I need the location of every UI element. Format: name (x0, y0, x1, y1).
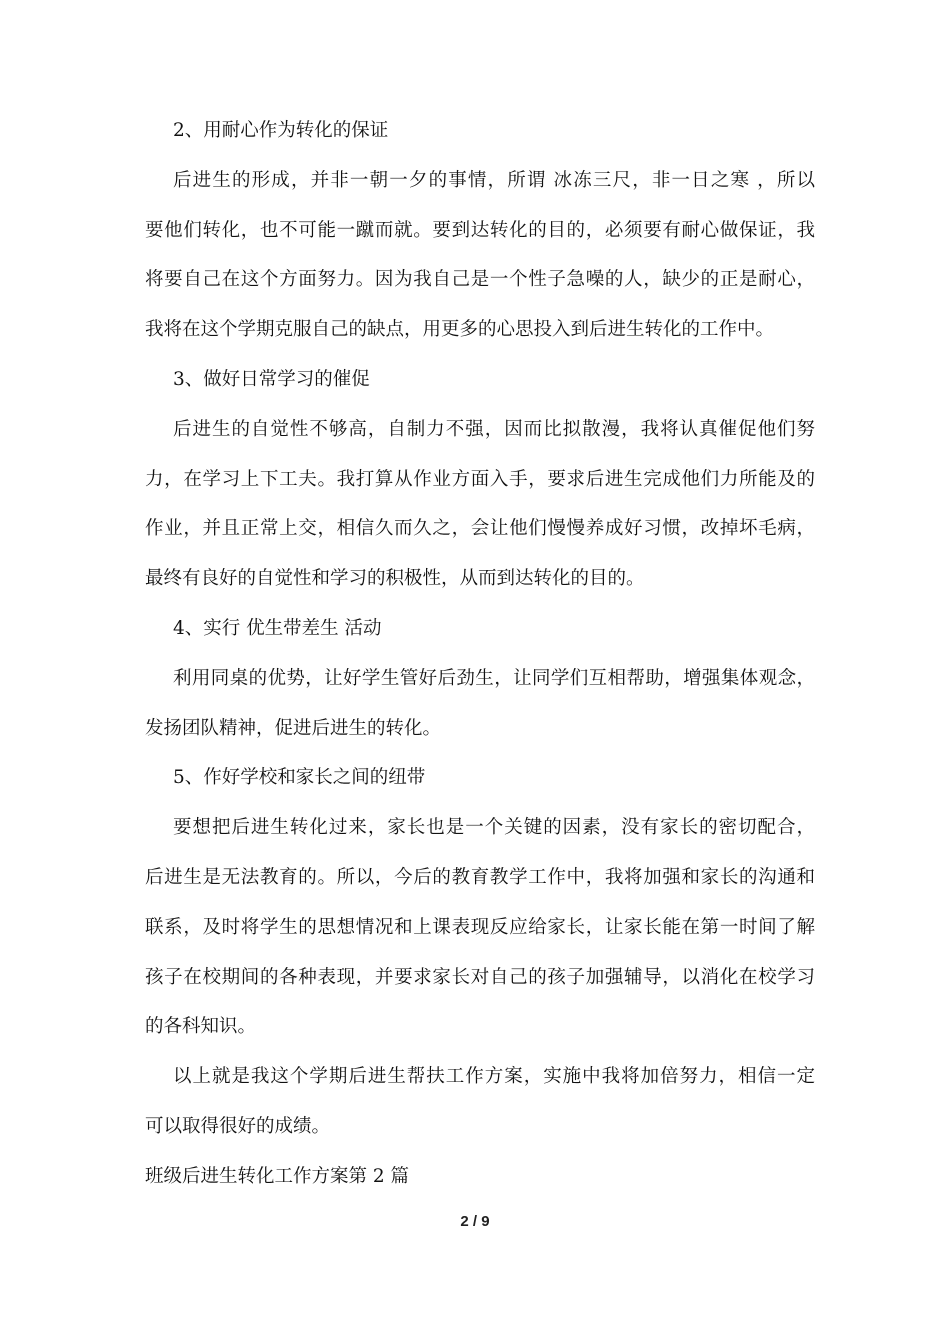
paragraph-line: 以上就是我这个学期后进生帮扶工作方案，实施中我将加倍努力，相信一定 (173, 1066, 815, 1088)
paragraph-line: 利用同桌的优势，让好学生管好后劲生，让同学们互相帮助，增强集体观念， (173, 667, 815, 689)
section-heading-patience: 2、用耐心作为转化的保证 (173, 120, 389, 141)
paragraph-line: 将要自己在这个方面努力。因为我自己是一个性子急噪的人，缺少的正是耐心， (145, 269, 815, 291)
paragraph-line: 联系，及时将学生的思想情况和上课表现反应给家长，让家长能在第一时间了解 (145, 916, 815, 938)
paragraph-line: 孩子在校期间的各种表现，并要求家长对自己的孩子加强辅导，以消化在校学习 (145, 966, 815, 988)
paragraph-line: 作业，并且正常上交，相信久而久之，会让他们慢慢养成好习惯，改掉坏毛病， (145, 518, 815, 540)
paragraph-line: 后进生的形成，并非一朝一夕的事情，所谓 冰冻三尺，非一日之寒 ，所以 (173, 169, 815, 191)
section-heading-peer-help: 4、实行 优生带差生 活动 (173, 617, 382, 639)
document-body (145, 106, 815, 1202)
paragraph-line: 可以取得很好的成绩。 (145, 1115, 331, 1137)
paragraph-line: 发扬团队精神，促进后进生的转化。 (145, 717, 442, 739)
paragraph-line: 的各科知识。 (145, 1016, 257, 1038)
paragraph-line: 后进生的自觉性不够高，自制力不强，因而比拟散漫，我将认真催促他们努 (173, 418, 815, 440)
page-number: 2 / 9 (460, 1213, 490, 1230)
paragraph-line: 我将在这个学期克服自己的缺点，用更多的心思投入到后进生转化的工作中。 (145, 319, 775, 341)
paragraph-line: 最终有良好的自觉性和学习的积极性，从而到达转化的目的。 (145, 568, 645, 590)
paragraph-line: 后进生是无法教育的。所以，今后的教育教学工作中，我将加强和家长的沟通和 (145, 866, 815, 888)
document-section-title: 班级后进生转化工作方案第 2 篇 (145, 1165, 410, 1187)
paragraph-line: 力，在学习上下工夫。我打算从作业方面入手，要求后进生完成他们力所能及的 (145, 468, 815, 490)
section-heading-daily-study: 3、做好日常学习的催促 (173, 368, 370, 390)
section-heading-school-parents: 5、作好学校和家长之间的纽带 (173, 767, 426, 789)
paragraph-line: 要想把后进生转化过来，家长也是一个关键的因素，没有家长的密切配合， (173, 817, 815, 839)
paragraph-line: 要他们转化，也不可能一蹴而就。要到达转化的目的，必须要有耐心做保证，我 (145, 219, 815, 241)
